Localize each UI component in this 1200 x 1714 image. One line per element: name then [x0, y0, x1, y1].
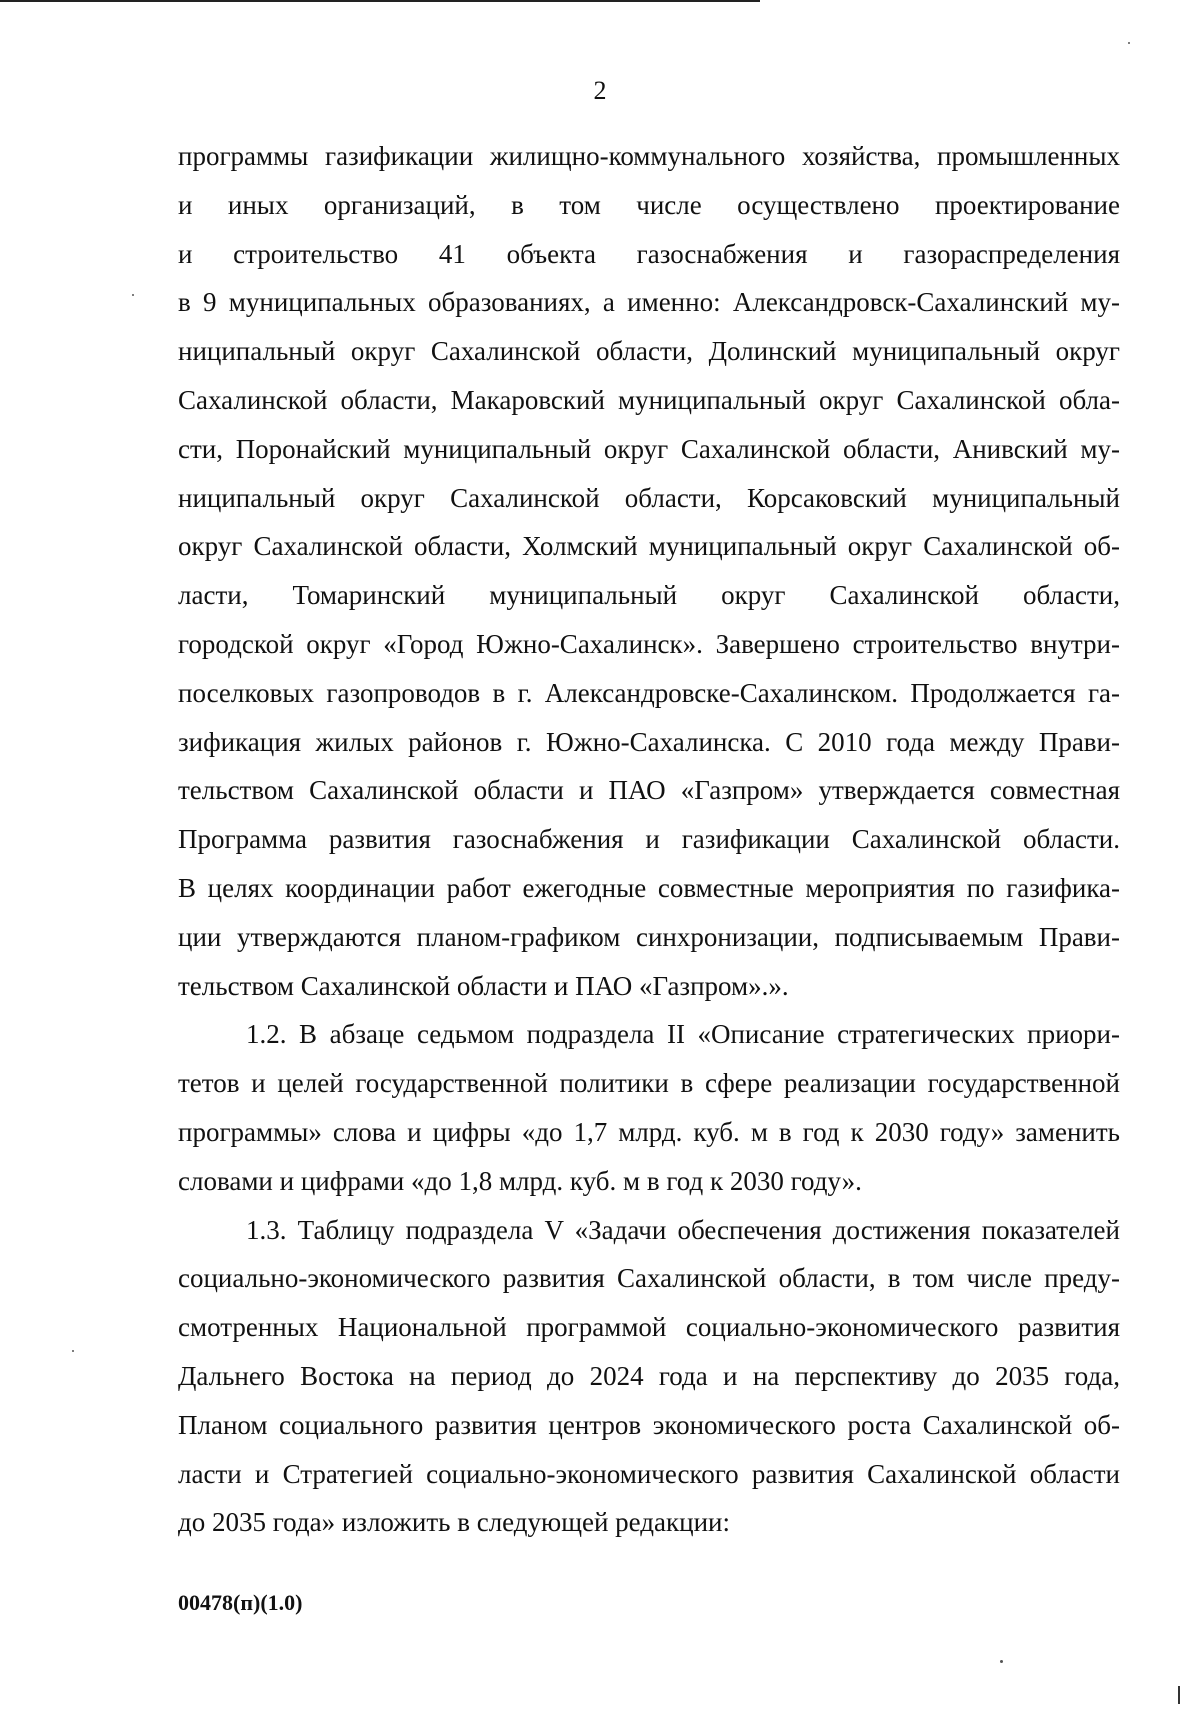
text-line: до 2035 года» изложить в следующей редакции: [178, 1507, 730, 1538]
text-line: тетов и целей государственной политики в сфере реализации государственной [178, 1068, 1120, 1099]
text-line: и иных организаций, в том числе осуществлено проектирование [178, 189, 1120, 220]
paragraph [178, 132, 1120, 1010]
scan-speck [132, 294, 134, 296]
text-line: городской округ «Город Южно-Сахалинск». Завершено строительство внутри- [178, 628, 1120, 659]
scan-speck [1128, 42, 1130, 44]
text-line: сти, Поронайский муниципальный округ Сахалинской области, Анивский му- [178, 433, 1120, 464]
scan-edge-mark [1178, 1686, 1180, 1704]
text-line: программы газификации жилищно-коммунального хозяйства, промышленных [178, 141, 1120, 171]
scan-speck [1000, 1660, 1003, 1663]
text-line: ниципальный округ Сахалинской области, Корсаковский муниципальный [178, 482, 1120, 513]
text-line: Дальнего Востока на период до 2024 года и на перспективу до 2035 года, [178, 1360, 1120, 1391]
text-line: тельством Сахалинской области и ПАО «Газпром» утверждается совместная [178, 775, 1120, 806]
text-line: ласти, Томаринский муниципальный округ Сахалинской области, [178, 580, 1120, 611]
text-line: смотренных Национальной программой социально-экономического развития [178, 1312, 1120, 1343]
scan-speck [72, 1350, 74, 1352]
text-line: ции утверждаются планом-графиком синхронизации, подписываемым Прави- [178, 921, 1120, 952]
top-scan-edge [0, 0, 760, 2]
text-line: Планом социального развития центров экономического роста Сахалинской об- [178, 1409, 1120, 1440]
document-code: 00478(п)(1.0) [178, 1590, 303, 1615]
text-line: В целях координации работ ежегодные совместные мероприятия по газифика- [178, 872, 1120, 903]
text-line: тельством Сахалинской области и ПАО «Газпром».». [178, 970, 789, 1001]
text-line: программы» слова и цифры «до 1,7 млрд. куб. м в год к 2030 году» заменить [178, 1116, 1120, 1147]
page-number: 2 [593, 76, 607, 105]
paragraph [178, 1010, 1120, 1205]
text-line: 1.3. Таблицу подраздела V «Задачи обеспечения достижения показателей [246, 1214, 1120, 1245]
text-line: округ Сахалинской области, Холмский муниципальный округ Сахалинской об- [178, 531, 1120, 562]
text-line: поселковых газопроводов в г. Александровске-Сахалинском. Продолжается га- [178, 677, 1120, 708]
paragraph [178, 1206, 1120, 1548]
text-line: и строительство 41 объекта газоснабжения и газораспределения [178, 238, 1120, 269]
text-line: ласти и Стратегией социально-экономического развития Сахалинской области [178, 1458, 1120, 1489]
document-body [178, 132, 1120, 1547]
text-line: зификация жилых районов г. Южно-Сахалинска. С 2010 года между Прави- [178, 726, 1120, 757]
text-line: социально-экономического развития Сахалинской области, в том числе преду- [178, 1263, 1120, 1294]
text-line: словами и цифрами «до 1,8 млрд. куб. м в год к 2030 году». [178, 1165, 862, 1196]
text-line: ниципальный округ Сахалинской области, Долинский муниципальный округ [178, 336, 1120, 367]
text-line: 1.2. В абзаце седьмом подраздела II «Описание стратегических приори- [246, 1019, 1120, 1050]
text-line: Сахалинской области, Макаровский муниципальный округ Сахалинской обла- [178, 384, 1120, 415]
text-line: в 9 муниципальных образованиях, а именно: Александровск-Сахалинский му- [178, 287, 1120, 318]
text-line: Программа развития газоснабжения и газификации Сахалинской области. [178, 824, 1120, 855]
